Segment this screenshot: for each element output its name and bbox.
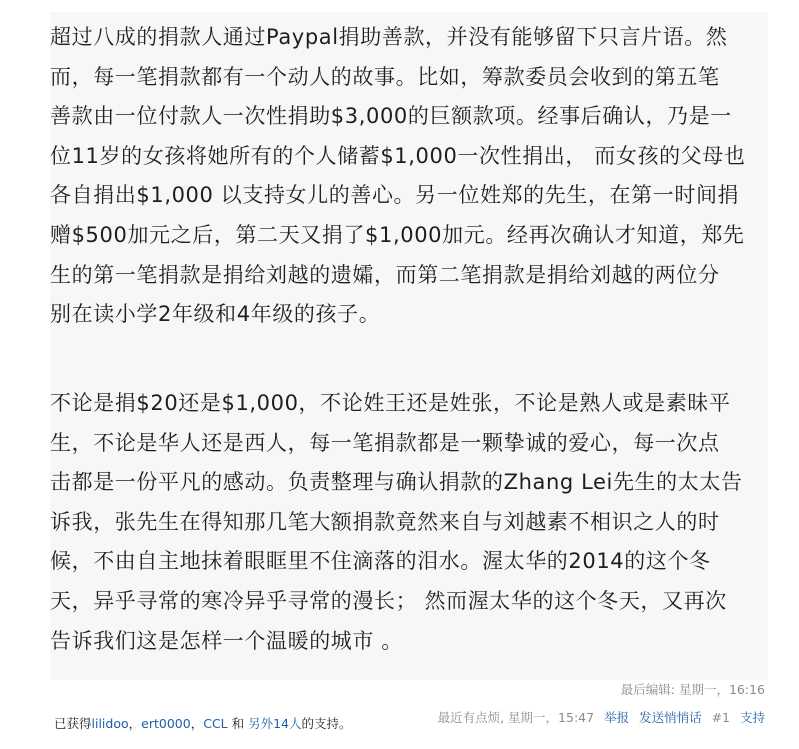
paragraph-line: 生，不论是华人还是西人，每一笔捐款都是一颗挚诚的爱心，每一次点 [50,430,720,455]
supporter-link[interactable]: ert0000 [141,716,191,731]
floor-number: #1 [711,710,730,725]
support-suffix: 的支持。 [301,716,352,731]
send-message-link[interactable]: 发送悄悄话 [639,710,702,725]
post-paragraph-1 [50,18,768,335]
paragraph-line: 赠$500加元之后，第二天又捐了$1,000加元。经再次确认才知道，郑先 [50,222,745,247]
paragraph-line: 各自捐出$1,000 以支持女儿的善心。另一位姓郑的先生，在第一时间捐 [50,183,740,208]
support-link[interactable]: 支持 [739,710,765,725]
paragraph-line: 候，不由自主地抹着眼眶里不住滴落的泪水。渥太华的2014的这个冬 [50,549,711,574]
paragraph-line: 诉我，张先生在得知那几笔大额捐款竟然来自与刘越素不相识之人的时 [50,509,720,534]
separator: ， [128,716,142,731]
paragraph-line: 天，异乎寻常的寒冷异乎寻常的漫长； 然而渥太华的这个冬天，又再次 [50,588,727,613]
post-body [50,12,768,680]
last-edit-timestamp: 最后编辑: 星期一，16:16 [620,682,765,697]
post-paragraph-2 [50,384,768,661]
paragraph-line: 生的第一笔捐款是捐给刘越的遗孀，而第二笔捐款是捐给刘越的两位分 [50,262,720,287]
support-list [54,714,352,732]
supporter-link[interactable]: CCL [203,716,228,731]
post-actions [432,708,765,726]
and-text: 和 [227,716,249,731]
paragraph-line: 不论是捐$20还是$1,000，不论姓王还是姓张，不论是熟人或是素昧平 [50,391,731,415]
paragraph-line: 善款由一位付款人一次性捐助$3,000的巨额款项。经事后确认，乃是一 [50,104,732,129]
report-link[interactable]: 举报 [604,710,630,725]
paragraph-line: 击都是一份平凡的感动。负责整理与确认捐款的Zhang Lei先生的太太告 [50,470,743,495]
paragraph-line: 而，每一笔捐款都有一个动人的故事。比如，筹款委员会收到的第五笔 [50,64,720,89]
separator: ， [190,716,204,731]
support-prefix: 已获得 [54,716,92,731]
paragraph-line: 超过八成的捐款人通过Paypal捐助善款，并没有能够留下只言片语。然 [50,25,728,49]
paragraph-line: 别在读小学2年级和4年级的孩子。 [50,302,381,327]
supporter-link[interactable]: lilidoo [91,716,129,731]
author-time: 最近有点烦, 星期一，15:47 [437,710,595,725]
other-supporters-link[interactable]: 另外14人 [248,716,302,731]
paragraph-line: 位11岁的女孩将她所有的个人储蓄$1,000一次性捐出， 而女孩的父母也 [50,143,746,168]
paragraph-line: 告诉我们这是怎样一个温暖的城市 。 [50,628,403,653]
post-footer [0,700,799,734]
